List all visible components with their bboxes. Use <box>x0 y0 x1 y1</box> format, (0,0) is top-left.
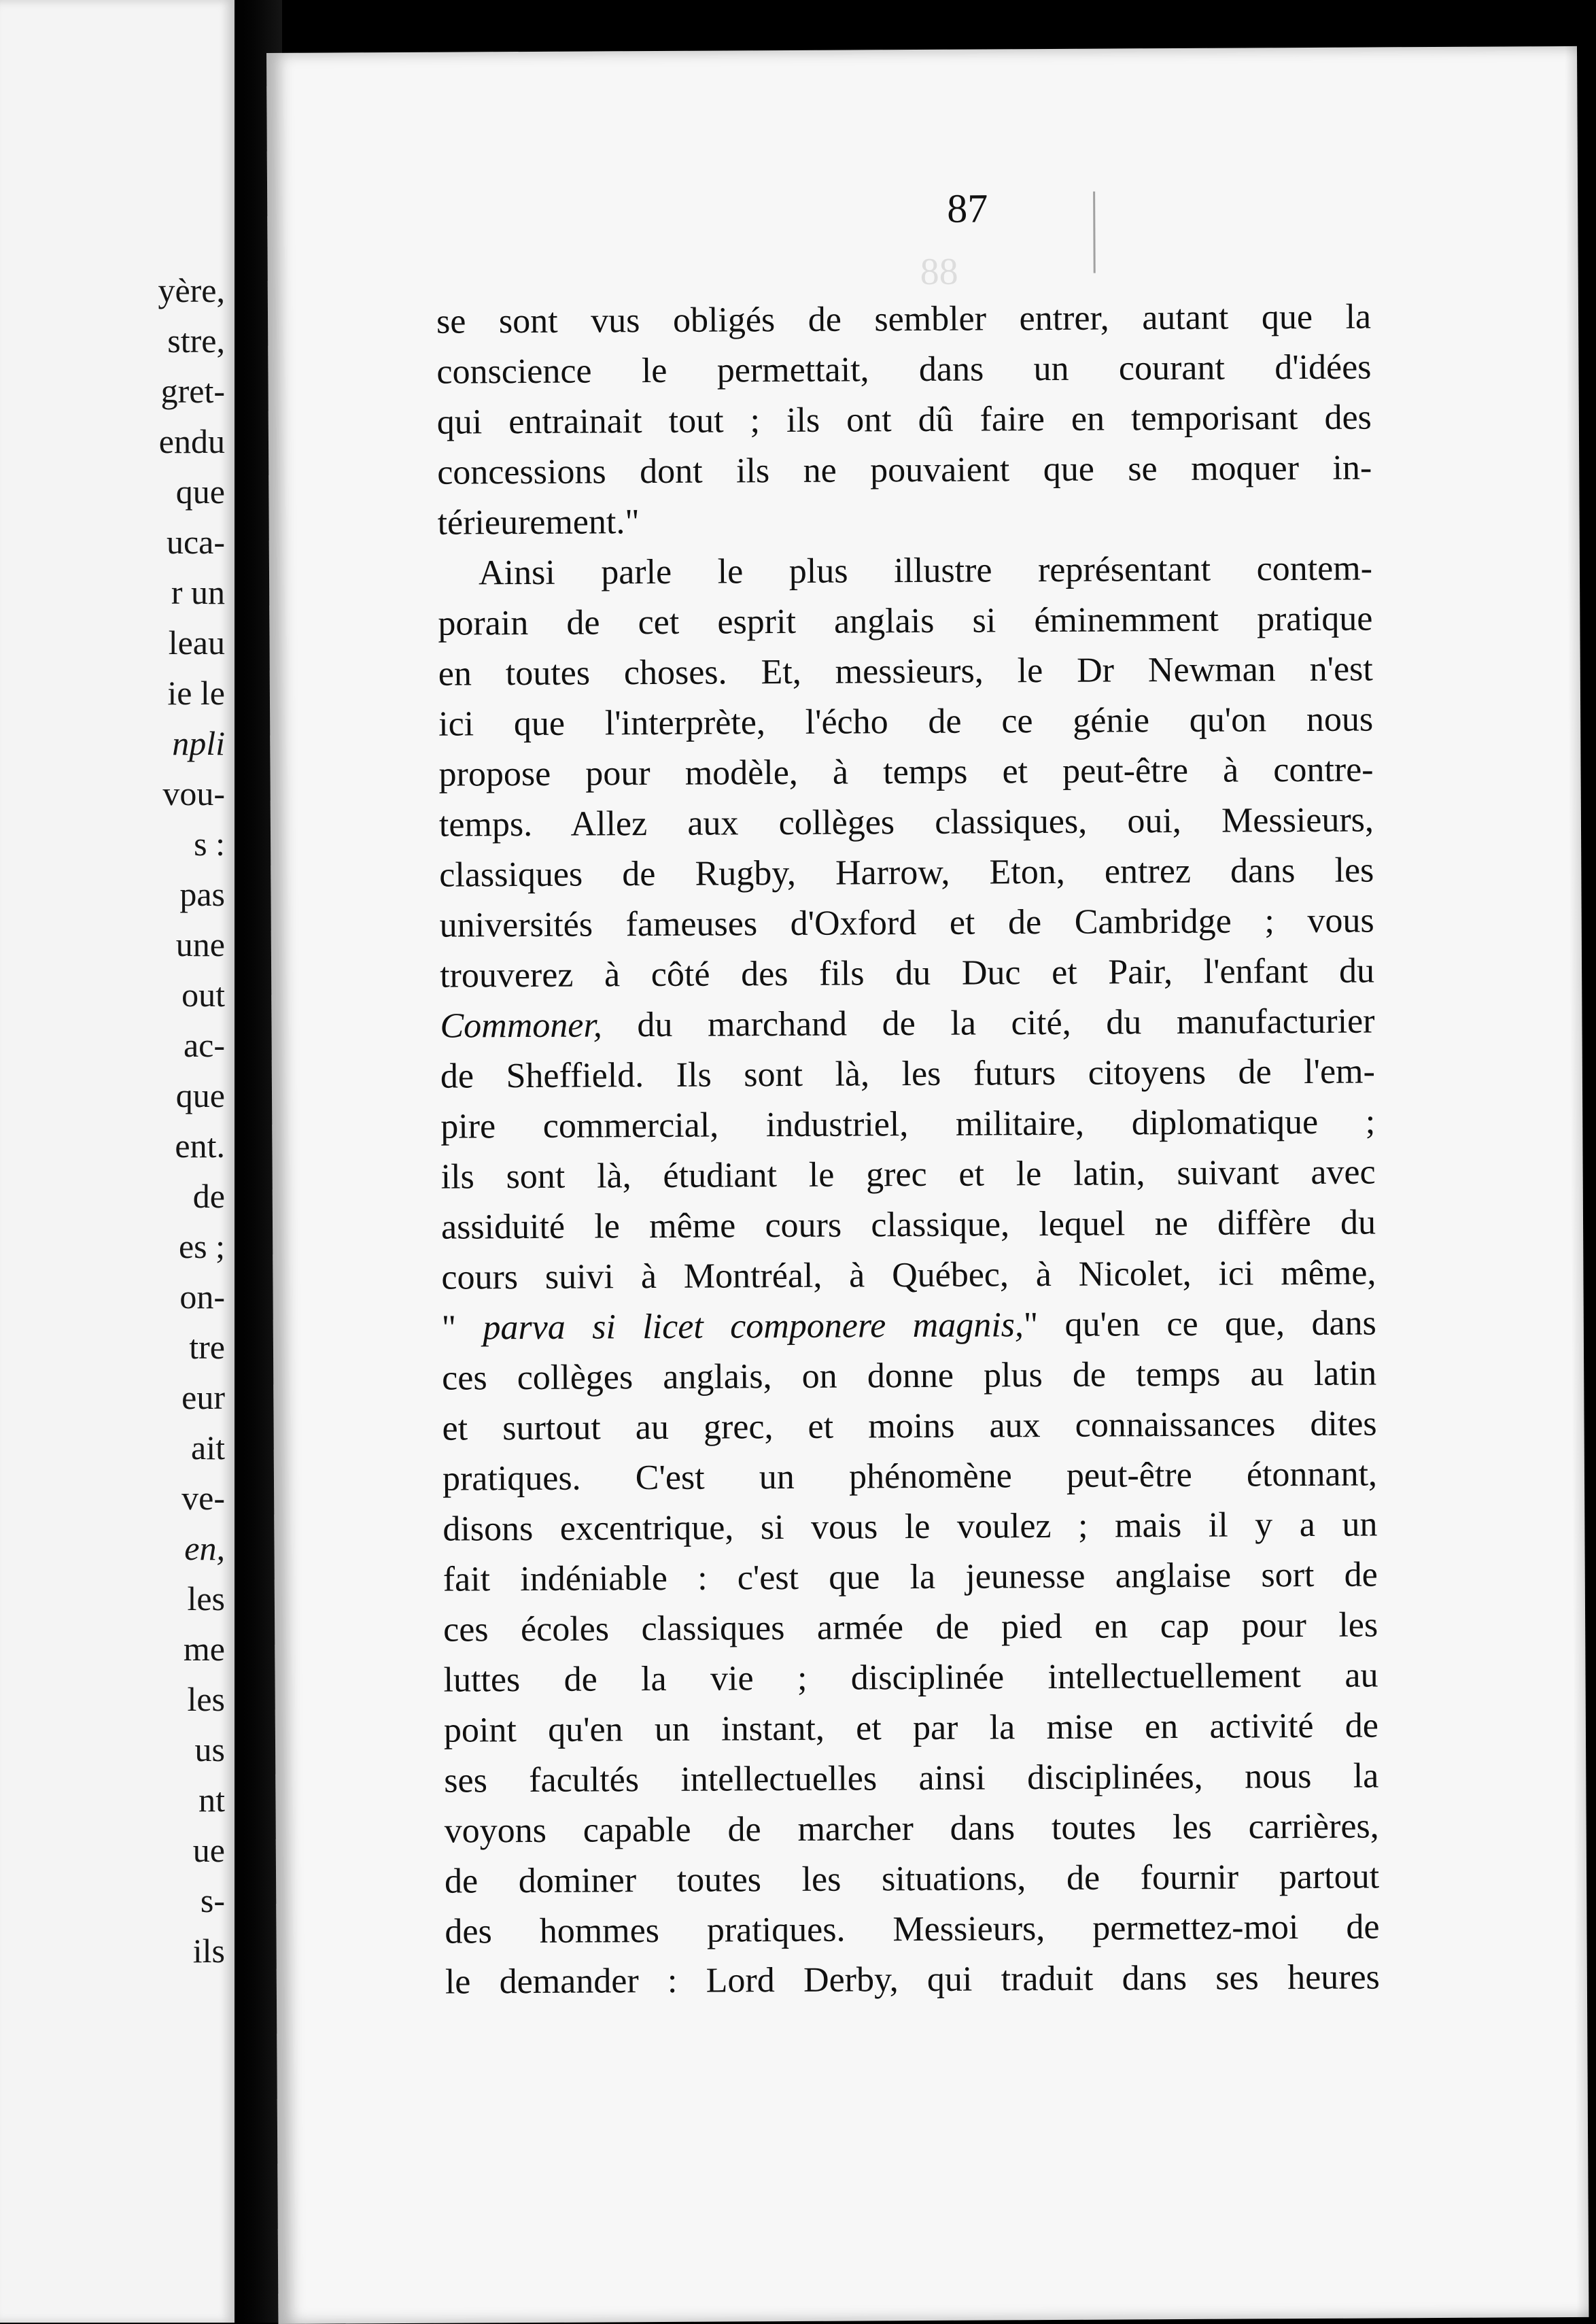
text-line <box>443 1449 1377 1504</box>
left-page-line-fragment: out <box>181 976 225 1014</box>
text-line <box>438 694 1373 749</box>
text-run: Ainsi parle le plus illustre représentant contem- <box>478 549 1373 593</box>
left-page-line-fragment: que <box>175 473 225 511</box>
left-page-line-fragment: de <box>192 1177 225 1215</box>
text-line <box>443 1650 1378 1705</box>
left-page-line-fragment: r un <box>171 573 225 611</box>
left-page-line-fragment: on- <box>179 1278 225 1316</box>
text-line <box>441 1248 1376 1303</box>
text-run: ses facultés intellectuelles ainsi disciplinées, nous la <box>444 1756 1379 1800</box>
text-line <box>442 1298 1376 1353</box>
text-run: pratiques. C'est un phénomène peut-être étonnant, <box>442 1454 1378 1499</box>
text-run: des hommes pratiques. Messieurs, permettez-moi de <box>445 1907 1380 1951</box>
text-run: se sont vus obligés de sembler entrer, autant que la <box>436 297 1372 341</box>
page-number: 87 <box>947 186 988 231</box>
text-run: " qu'en ce que, dans <box>1023 1303 1376 1345</box>
text-line <box>442 1348 1376 1403</box>
left-page-line-fragment: gret- <box>160 372 225 410</box>
text-line <box>436 292 1371 347</box>
text-run: voyons capable de marcher dans toutes les carrières, <box>444 1807 1379 1851</box>
text-line <box>440 996 1374 1051</box>
text-run: et surtout au grec, et moins aux connaissances dites <box>442 1404 1377 1448</box>
text-line <box>439 845 1374 900</box>
left-page-line-fragment: nt <box>198 1781 225 1819</box>
text-line <box>444 1701 1378 1756</box>
text-run: le demander : Lord Derby, qui traduit dans ses heures <box>445 1958 1380 2002</box>
italic-text-run: parva si licet componere magnis, <box>483 1305 1024 1348</box>
text-run: assiduité le même cours classique, lequel ne diffère du <box>440 1203 1376 1247</box>
text-line <box>441 1197 1376 1252</box>
text-run: ils sont là, étudiant le grec et le latin, suivant avec <box>440 1152 1376 1197</box>
text-run: trouverez à côté des fils du Duc et Pair, l'enfant du <box>439 951 1375 995</box>
text-line <box>443 1600 1378 1655</box>
text-run: luttes de la vie ; disciplinée intellectuellement au <box>443 1656 1378 1700</box>
left-page-line-fragment: us <box>194 1730 225 1768</box>
text-line <box>440 946 1374 1001</box>
text-run: classiques de Rugby, Harrow, Eton, entrez dans les <box>439 851 1374 895</box>
text-run: temps. Allez aux collèges classiques, oui, Messieurs, <box>438 800 1374 844</box>
text-run: qui entrainait tout ; ils ont dû faire en temporisant des <box>436 398 1372 442</box>
left-page-line-fragment: pas <box>179 875 225 913</box>
text-run: ici que l'interprète, l'écho de ce génie qu'on nous <box>438 700 1374 744</box>
text-line <box>445 1952 1380 2007</box>
text-line <box>440 895 1374 951</box>
text-line <box>445 1902 1379 1957</box>
left-page-line-fragment: s : <box>194 825 225 863</box>
body-text <box>436 292 1380 2007</box>
left-page-line-fragment: que <box>175 1076 225 1114</box>
text-run: ces écoles classiques armée de pied en cap pour les <box>443 1605 1378 1650</box>
text-line <box>443 1499 1377 1554</box>
text-line <box>440 1046 1375 1101</box>
left-page-line-fragment: ie le <box>167 674 225 712</box>
text-line <box>437 493 1372 548</box>
left-page-line-fragment: eur <box>181 1378 225 1416</box>
text-line <box>438 543 1372 598</box>
text-line <box>444 1751 1378 1806</box>
text-line <box>443 1550 1378 1605</box>
show-through-page-number: 88 <box>920 250 958 293</box>
left-page-line-fragment: une <box>175 925 225 963</box>
text-run: fait indéniable : c'est que la jeunesse anglaise sort de <box>443 1555 1378 1599</box>
left-page-line-fragment: ait <box>191 1429 225 1467</box>
left-page-line-fragment: endu <box>158 422 225 460</box>
text-line <box>438 594 1372 649</box>
text-line <box>445 1851 1379 1907</box>
left-page-line-fragment: ve- <box>181 1479 225 1517</box>
left-page-line-fragment: en, <box>184 1529 225 1567</box>
text-run: disons excentrique, si vous le voulez ; mais il y a un <box>443 1505 1378 1549</box>
page-87 <box>266 46 1589 2324</box>
text-run: point qu'en un instant, et par la mise en activité de <box>443 1706 1379 1750</box>
text-run: pire commercial, industriel, militaire, diplomatique ; <box>440 1102 1376 1146</box>
italic-text-run: Commoner, <box>440 1006 602 1046</box>
left-page-line-fragment: npli <box>172 724 225 762</box>
left-page-line-fragment: vou- <box>162 774 225 813</box>
text-run: de Sheffield. Ils sont là, les futurs citoyens de l'em- <box>440 1052 1376 1096</box>
text-run: " <box>441 1308 483 1348</box>
text-run: ces collèges anglais, on donne plus de temps au latin <box>442 1354 1377 1398</box>
text-run: universités fameuses d'Oxford et de Cambridge ; vous <box>439 901 1374 945</box>
left-page-line-fragment: ent. <box>175 1127 225 1165</box>
text-run: de dominer toutes les situations, de fournir partout <box>444 1857 1380 1901</box>
left-page-line-fragment: stre, <box>167 322 225 360</box>
left-page-line-fragment: tre <box>189 1328 225 1366</box>
text-run: en toutes choses. Et, messieurs, le Dr Newman n'est <box>438 649 1373 694</box>
paper-crease-mark <box>1093 192 1096 273</box>
text-run: propose pour modèle, à temps et peut-être à contre- <box>438 750 1374 794</box>
left-page-line-fragment: les <box>187 1579 225 1618</box>
text-run: porain de cet esprit anglais si éminemment pratique <box>438 599 1373 643</box>
text-line <box>438 644 1373 699</box>
left-page-line-fragment: s- <box>200 1881 225 1919</box>
text-line <box>440 1147 1375 1202</box>
page-edge-shadow <box>1565 46 1589 2317</box>
left-page-line-fragment: ils <box>192 1932 225 1970</box>
left-page-line-fragment: es ; <box>178 1227 225 1265</box>
text-run: conscience le permettait, dans un courant d'idées <box>436 347 1372 392</box>
previous-page-fragment <box>0 0 235 2323</box>
left-page-line-fragment: yère, <box>158 271 225 309</box>
text-run: térieurement." <box>437 502 640 543</box>
text-line <box>437 443 1372 498</box>
text-line <box>436 342 1371 397</box>
text-run: du marchand de la cité, du manufacturier <box>602 1002 1375 1045</box>
text-line <box>440 1097 1375 1152</box>
left-page-line-fragment: ue <box>192 1831 225 1869</box>
text-line <box>445 1801 1379 1856</box>
text-line <box>438 745 1373 800</box>
left-page-line-fragment: uca- <box>166 523 225 561</box>
text-run: cours suivi à Montréal, à Québec, à Nicolet, ici même, <box>441 1253 1376 1297</box>
text-run: concessions dont ils ne pouvaient que se moquer in- <box>437 448 1372 492</box>
left-page-line-fragment: me <box>183 1630 225 1668</box>
left-page-line-fragment: leau <box>168 623 225 662</box>
text-line <box>439 795 1374 850</box>
left-page-line-fragment: ac- <box>183 1026 225 1064</box>
text-line <box>442 1399 1376 1454</box>
left-page-line-fragment: les <box>187 1680 225 1718</box>
text-line <box>437 392 1372 447</box>
